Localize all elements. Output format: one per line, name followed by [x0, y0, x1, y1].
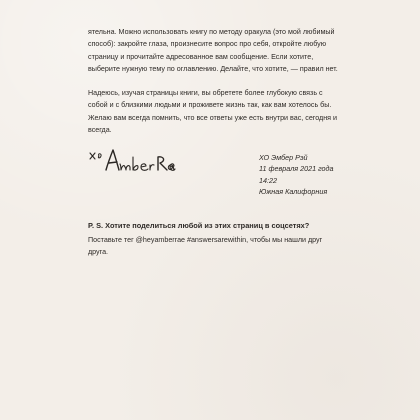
ps-heading: P. S. Хотите поделиться любой из этих страниц в соцсетях? [88, 221, 310, 230]
signoff-author: ХО Эмбер Рэй [259, 153, 308, 162]
body-paragraph-1: ятельна. Можно использовать книгу по методу оракула (это мой любимый способ): закройте глаза, произнесите вопрос про себя, откройте любую страницу и прочитайте адресованное вам сообщение. Если хотите, выберите нужную тему по оглавлению. Делайте, что хотите, — правил нет. [88, 28, 338, 73]
signoff-block [259, 152, 389, 198]
body-paragraph-2: Надеюсь, изучая страницы книги, вы обретете более глубокую связь с собой и с близкими людьми и проживете жизнь так, как вам хотелось бы. Желаю вам всегда помнить, что все ответы уже есть внутри вас, сегодня и всегда. [88, 89, 338, 134]
signoff-location: Южная Калифорния [259, 187, 328, 197]
handwritten-signature [88, 145, 178, 177]
signoff-date: 11 февраля 2021 года [259, 164, 334, 174]
ps-text: Поставьте тег @heyamberrae #answersarewithin, чтобы мы нашли друг друга. [88, 236, 323, 257]
signoff-time: 14:22 [259, 175, 277, 185]
